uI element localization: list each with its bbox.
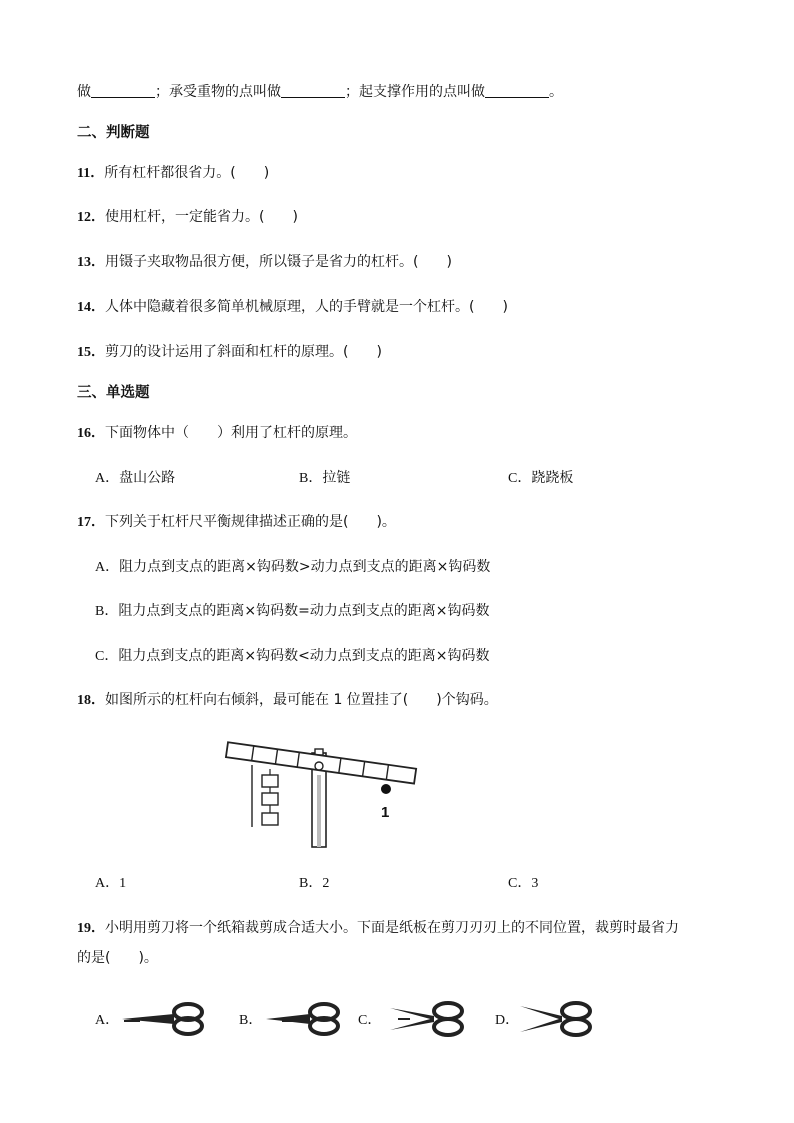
question-text: 使用杠杆，一定能省力。( ): [105, 209, 298, 225]
hook-weight: [262, 813, 278, 825]
position-label: 1: [381, 804, 390, 821]
option-text: 盘山公路: [119, 470, 176, 486]
answer-blank[interactable]: [91, 83, 155, 98]
answer-blank[interactable]: [281, 83, 345, 98]
question-13: [77, 252, 452, 273]
answer-blank[interactable]: [485, 83, 549, 98]
option-text: 1: [119, 876, 127, 891]
option-letter: D．: [495, 1013, 520, 1028]
option-letter: B．: [95, 604, 119, 619]
question-18: [77, 690, 498, 711]
option-a[interactable]: [95, 873, 126, 894]
option-text: 阻力点到支点的距离×钩码数<动力点到支点的距离×钩码数: [118, 648, 490, 664]
option-letter: C．: [95, 649, 119, 664]
question-16: [77, 423, 357, 444]
question-14: [77, 297, 508, 318]
question-19-continued: [77, 948, 158, 968]
pivot-circle: [315, 762, 323, 770]
question-19: [77, 918, 679, 939]
option-b[interactable]: [299, 468, 350, 489]
option-letter: C．: [358, 1013, 382, 1028]
text-segment: 。: [549, 84, 563, 100]
option-a[interactable]: [95, 1010, 119, 1031]
question-12: [77, 207, 298, 228]
question-number: 11．: [77, 166, 105, 181]
hook-weight: [262, 793, 278, 805]
question-number: 13．: [77, 255, 105, 270]
lever-stand-shade: [317, 775, 321, 847]
option-c[interactable]: [95, 646, 490, 667]
question-text: 用镊子夹取物品很方便，所以镊子是省力的杠杆。( ): [105, 254, 452, 270]
option-letter: A．: [95, 560, 120, 575]
option-letter: C．: [508, 471, 532, 486]
question-text: 下列关于杠杆尺平衡规律描述正确的是( )。: [105, 514, 396, 530]
question-15: [77, 342, 382, 363]
option-text: 阻力点到支点的距离×钩码数=动力点到支点的距离×钩码数: [118, 603, 490, 619]
option-letter: B．: [239, 1013, 263, 1028]
question-text: 如图所示的杠杆向右倾斜，最可能在 1 位置挂了( )个钩码。: [105, 692, 498, 708]
question-number: 15．: [77, 345, 105, 360]
question-text: 人体中隐藏着很多简单机械原理，人的手臂就是一个杠杆。( ): [105, 299, 508, 315]
question-number: 18．: [77, 693, 105, 708]
question-text: 下面物体中（ ）利用了杠杆的原理。: [105, 425, 357, 441]
option-letter: B．: [299, 876, 323, 891]
option-letter: A．: [95, 471, 120, 486]
option-text: 阻力点到支点的距离×钩码数>动力点到支点的距离×钩码数: [119, 559, 491, 575]
hook-weight: [262, 775, 278, 787]
option-text: 2: [322, 876, 330, 891]
option-b[interactable]: [239, 1010, 262, 1031]
option-text: 跷跷板: [531, 470, 574, 486]
option-letter: B．: [299, 471, 323, 486]
scissors-icon: [388, 1000, 468, 1038]
option-a[interactable]: [95, 468, 175, 489]
option-letter: A．: [95, 1013, 120, 1028]
question-number: 14．: [77, 300, 105, 315]
option-c[interactable]: [508, 873, 538, 894]
scissors-icon: [120, 1002, 210, 1036]
question-text: 的是( )。: [77, 950, 158, 966]
question-17: [77, 512, 396, 533]
question-text: 小明用剪刀将一个纸箱裁剪成合适大小。下面是纸板在剪刀刃刃上的不同位置，裁剪时最省力: [105, 920, 679, 936]
text-segment: ；起支撑作用的点叫做: [345, 84, 485, 100]
text-segment: 做: [77, 84, 91, 100]
position-dot: [381, 784, 391, 794]
question-text: 剪刀的设计运用了斜面和杠杆的原理。( ): [105, 344, 382, 360]
question-11: [77, 163, 269, 184]
option-c[interactable]: [508, 468, 573, 489]
question-number: 17．: [77, 515, 105, 530]
option-b[interactable]: [95, 601, 490, 622]
option-d[interactable]: [495, 1010, 519, 1031]
scissors-icon: [518, 1000, 594, 1038]
lever-diagram: [218, 735, 418, 855]
option-letter: A．: [95, 876, 120, 891]
question-number: 19．: [77, 921, 105, 936]
question-text: 所有杠杆都很省力。( ): [104, 165, 270, 181]
scissors-icon: [264, 1002, 344, 1036]
question-number: 16．: [77, 426, 105, 441]
section-title: 二、判断题: [77, 125, 150, 141]
option-text: 3: [531, 876, 539, 891]
text-segment: ；承受重物的点叫做: [155, 84, 281, 100]
lever-figure: [218, 735, 418, 855]
option-c[interactable]: [358, 1010, 381, 1031]
fill-blank-line: [77, 82, 563, 102]
option-b[interactable]: [299, 873, 329, 894]
section-title: 三、单选题: [77, 385, 150, 401]
option-text: 拉链: [322, 470, 351, 486]
question-number: 12．: [77, 210, 105, 225]
option-letter: C．: [508, 876, 532, 891]
option-a[interactable]: [95, 557, 490, 578]
